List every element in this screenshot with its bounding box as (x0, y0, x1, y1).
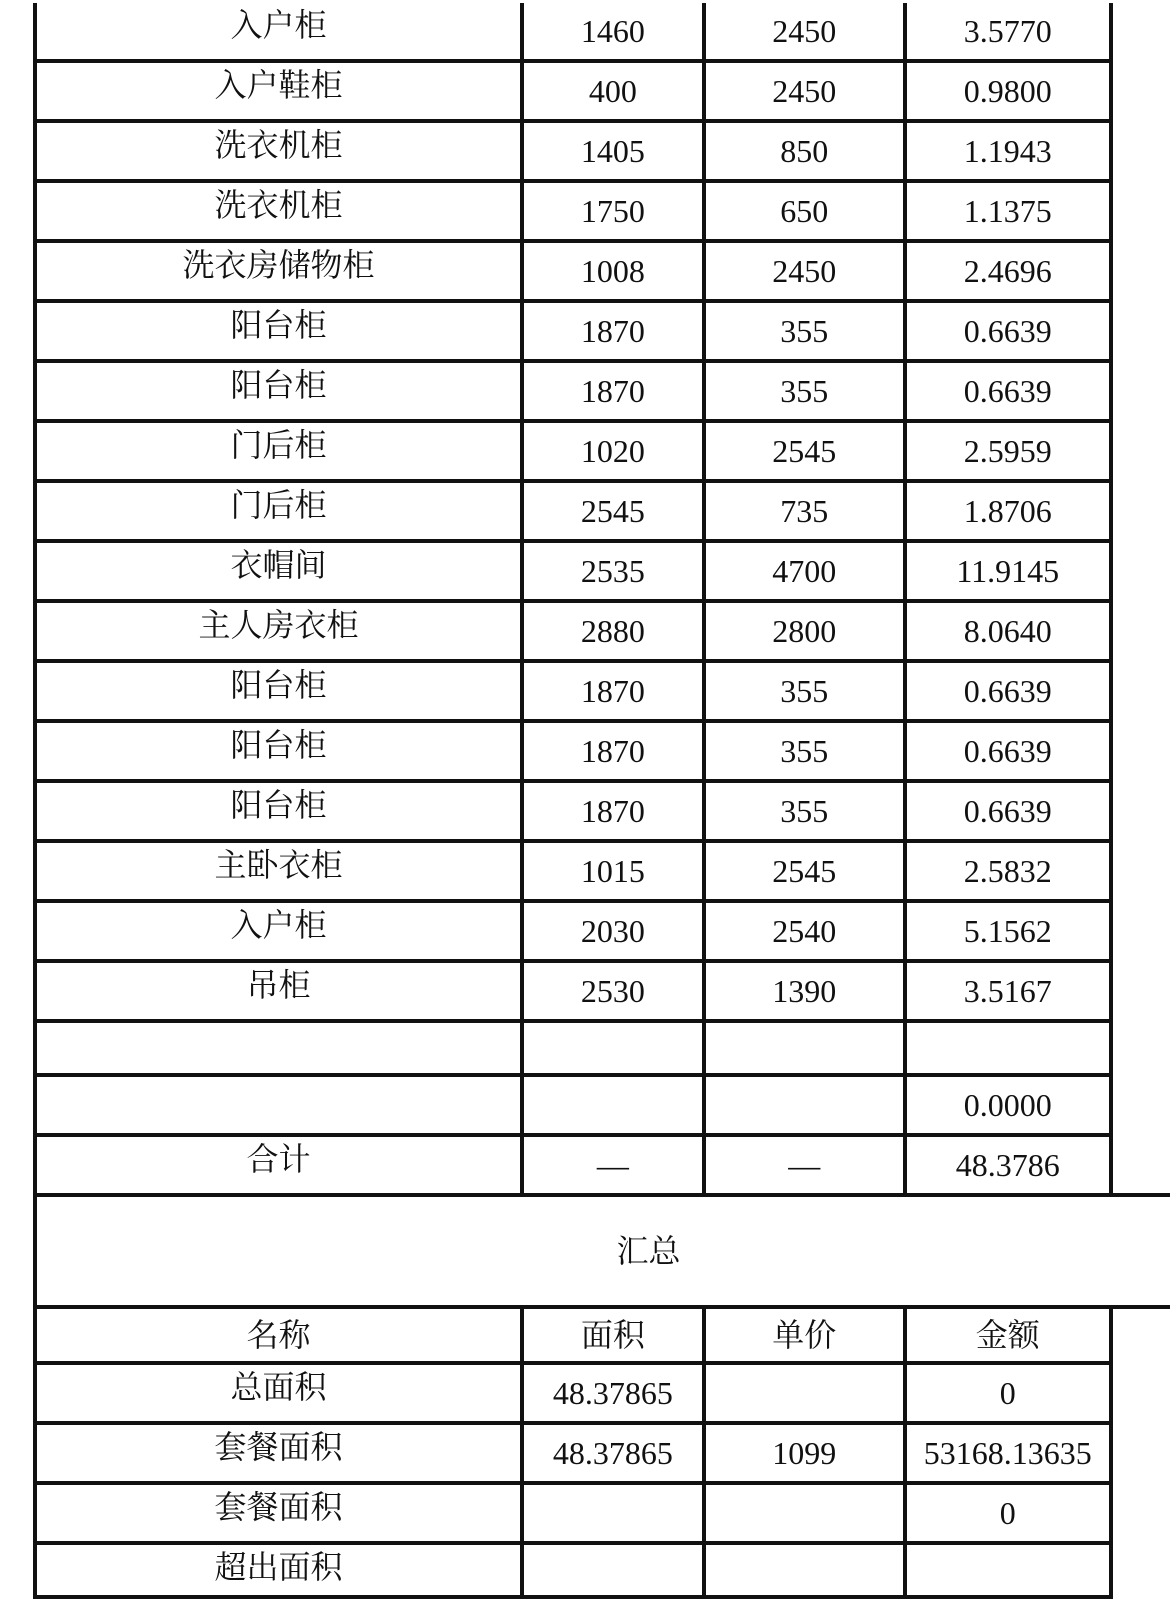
cabinet-width: 1870 (522, 361, 704, 421)
cabinet-width: 1460 (522, 3, 704, 61)
cabinet-name: 阳台柜 (35, 661, 522, 721)
extra-cell (1111, 1423, 1170, 1483)
cabinet-height: 650 (704, 181, 905, 241)
extra-cell (1111, 841, 1170, 901)
cabinet-name: 主人房衣柜 (35, 601, 522, 661)
cabinet-width (522, 1075, 704, 1135)
cabinet-area: 0.0000 (905, 1075, 1111, 1135)
summary-amount: 53168.13635 (905, 1423, 1111, 1483)
cabinet-area: 3.5770 (905, 3, 1111, 61)
extra-cell (1111, 541, 1170, 601)
cabinet-area: 8.0640 (905, 601, 1111, 661)
cabinet-height: 2450 (704, 241, 905, 301)
extra-cell (1111, 361, 1170, 421)
summary-unit-price (704, 1363, 905, 1423)
table-row (35, 721, 1170, 781)
cabinet-table (33, 3, 1170, 1599)
cabinet-height: 735 (704, 481, 905, 541)
extra-cell (1111, 1307, 1170, 1363)
cabinet-width: 2030 (522, 901, 704, 961)
summary-name: 总面积 (35, 1363, 522, 1423)
summary-name: 超出面积 (35, 1543, 522, 1597)
summary-area (522, 1543, 704, 1597)
cabinet-name: 衣帽间 (35, 541, 522, 601)
extra-cell (1111, 61, 1170, 121)
cabinet-name: 洗衣机柜 (35, 121, 522, 181)
table-row (35, 1075, 1170, 1135)
cabinet-width: 1405 (522, 121, 704, 181)
summary-header-row (35, 1307, 1170, 1363)
extra-cell (1111, 781, 1170, 841)
table-row (35, 61, 1170, 121)
extra-cell (1111, 1363, 1170, 1423)
table-row (35, 241, 1170, 301)
cabinet-width: 1870 (522, 301, 704, 361)
table-row (35, 121, 1170, 181)
cabinet-area: 1.1375 (905, 181, 1111, 241)
summary-row (35, 1483, 1170, 1543)
table-row (35, 841, 1170, 901)
cabinet-height: 355 (704, 781, 905, 841)
cabinet-name: 入户柜 (35, 901, 522, 961)
cabinet-height (704, 1021, 905, 1075)
extra-cell (1111, 121, 1170, 181)
cabinet-area: 1.8706 (905, 481, 1111, 541)
cabinet-area: 3.5167 (905, 961, 1111, 1021)
cabinet-height: 850 (704, 121, 905, 181)
total-row (35, 1135, 1170, 1195)
summary-row (35, 1363, 1170, 1423)
summary-area: 48.37865 (522, 1423, 704, 1483)
table-row (35, 3, 1170, 61)
cabinet-name: 阳台柜 (35, 301, 522, 361)
summary-unit-price: 1099 (704, 1423, 905, 1483)
summary-title-row (35, 1195, 1170, 1307)
cabinet-area: 0.6639 (905, 301, 1111, 361)
summary-name: 套餐面积 (35, 1483, 522, 1543)
cabinet-name: 阳台柜 (35, 361, 522, 421)
table-row (35, 901, 1170, 961)
header-area: 面积 (522, 1307, 704, 1363)
table-row (35, 1021, 1170, 1075)
cabinet-width: 1008 (522, 241, 704, 301)
extra-cell (1111, 301, 1170, 361)
cabinet-name: 洗衣机柜 (35, 181, 522, 241)
cabinet-width: 400 (522, 61, 704, 121)
cabinet-table-body (35, 3, 1170, 1195)
summary-amount (905, 1543, 1111, 1597)
cabinet-area: 0.9800 (905, 61, 1111, 121)
cabinet-area: 0.6639 (905, 361, 1111, 421)
cabinet-area: 0.6639 (905, 781, 1111, 841)
extra-cell (1111, 1135, 1170, 1195)
total-area: 48.3786 (905, 1135, 1111, 1195)
cabinet-name: 门后柜 (35, 481, 522, 541)
cabinet-area: 1.1943 (905, 121, 1111, 181)
cabinet-name: 吊柜 (35, 961, 522, 1021)
summary-amount: 0 (905, 1483, 1111, 1543)
header-name: 名称 (35, 1307, 522, 1363)
cabinet-height: 4700 (704, 541, 905, 601)
total-label: 合计 (35, 1135, 522, 1195)
cabinet-height: 355 (704, 361, 905, 421)
extra-cell (1111, 901, 1170, 961)
extra-cell (1111, 181, 1170, 241)
cabinet-name: 阳台柜 (35, 721, 522, 781)
cabinet-area (905, 1021, 1111, 1075)
extra-cell (1111, 3, 1170, 61)
cabinet-width: 2545 (522, 481, 704, 541)
cabinet-height: 2450 (704, 3, 905, 61)
summary-row (35, 1543, 1170, 1597)
cabinet-height (704, 1075, 905, 1135)
total-height: — (704, 1135, 905, 1195)
summary-unit-price (704, 1543, 905, 1597)
extra-cell (1111, 481, 1170, 541)
header-unit-price: 单价 (704, 1307, 905, 1363)
summary-table-body (35, 1195, 1170, 1597)
cabinet-height: 2545 (704, 421, 905, 481)
table-row (35, 421, 1170, 481)
cabinet-name: 门后柜 (35, 421, 522, 481)
cabinet-width: 2880 (522, 601, 704, 661)
cabinet-width: 1870 (522, 721, 704, 781)
total-width: — (522, 1135, 704, 1195)
summary-title: 汇总 (35, 1195, 1170, 1307)
extra-cell (1111, 601, 1170, 661)
table-row (35, 601, 1170, 661)
cabinet-area: 11.9145 (905, 541, 1111, 601)
cabinet-name: 入户柜 (35, 3, 522, 61)
cabinet-area: 2.4696 (905, 241, 1111, 301)
cabinet-width: 1015 (522, 841, 704, 901)
cabinet-area: 0.6639 (905, 661, 1111, 721)
extra-cell (1111, 1021, 1170, 1075)
summary-amount: 0 (905, 1363, 1111, 1423)
cabinet-height: 355 (704, 301, 905, 361)
table-row (35, 301, 1170, 361)
cabinet-height: 2450 (704, 61, 905, 121)
cabinet-width: 2530 (522, 961, 704, 1021)
extra-cell (1111, 1543, 1170, 1597)
table-row (35, 481, 1170, 541)
cabinet-area: 0.6639 (905, 721, 1111, 781)
cabinet-name: 阳台柜 (35, 781, 522, 841)
summary-name: 套餐面积 (35, 1423, 522, 1483)
cabinet-width: 1870 (522, 661, 704, 721)
cabinet-area: 2.5959 (905, 421, 1111, 481)
table-row (35, 361, 1170, 421)
cabinet-name: 入户鞋柜 (35, 61, 522, 121)
cabinet-height: 2540 (704, 901, 905, 961)
extra-cell (1111, 421, 1170, 481)
cabinet-width: 2535 (522, 541, 704, 601)
cabinet-height: 2800 (704, 601, 905, 661)
cabinet-area: 2.5832 (905, 841, 1111, 901)
cabinet-area: 5.1562 (905, 901, 1111, 961)
table-row (35, 781, 1170, 841)
extra-cell (1111, 1075, 1170, 1135)
cabinet-name (35, 1075, 522, 1135)
cabinet-height: 355 (704, 721, 905, 781)
extra-cell (1111, 961, 1170, 1021)
cabinet-height: 1390 (704, 961, 905, 1021)
extra-cell (1111, 1483, 1170, 1543)
cabinet-width (522, 1021, 704, 1075)
summary-unit-price (704, 1483, 905, 1543)
header-amount: 金额 (905, 1307, 1111, 1363)
cabinet-height: 2545 (704, 841, 905, 901)
summary-area (522, 1483, 704, 1543)
summary-row (35, 1423, 1170, 1483)
summary-area: 48.37865 (522, 1363, 704, 1423)
table-row (35, 661, 1170, 721)
cabinet-width: 1870 (522, 781, 704, 841)
cabinet-width: 1020 (522, 421, 704, 481)
cabinet-name (35, 1021, 522, 1075)
cabinet-name: 洗衣房储物柜 (35, 241, 522, 301)
extra-cell (1111, 241, 1170, 301)
table-row (35, 961, 1170, 1021)
extra-cell (1111, 721, 1170, 781)
table-row (35, 541, 1170, 601)
cabinet-name: 主卧衣柜 (35, 841, 522, 901)
table-row (35, 181, 1170, 241)
cabinet-width: 1750 (522, 181, 704, 241)
cabinet-height: 355 (704, 661, 905, 721)
extra-cell (1111, 661, 1170, 721)
